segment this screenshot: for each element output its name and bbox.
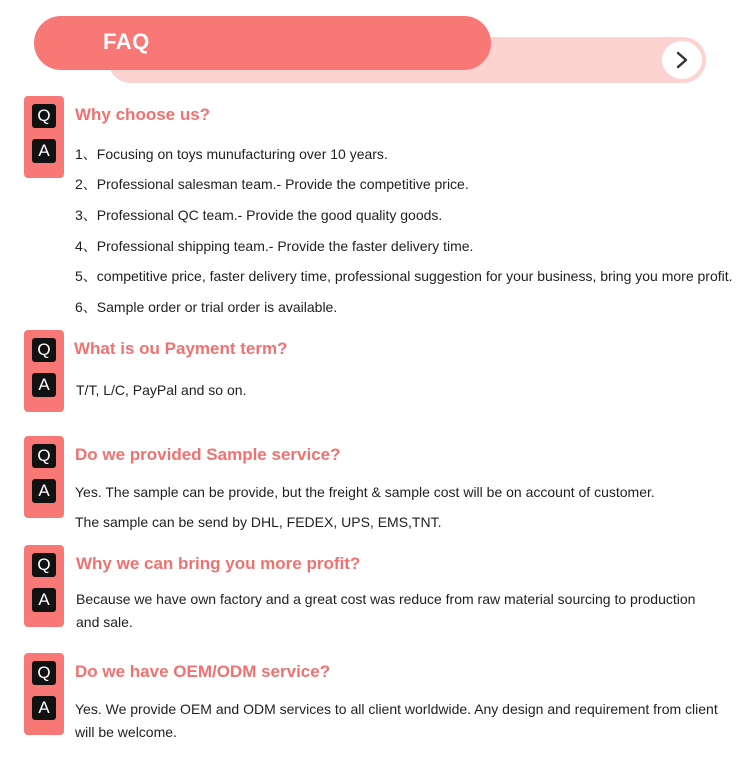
faq-answer-line: Yes. The sample can be provide, but the freight & sample cost will be on account of customer. — [75, 484, 655, 500]
faq-answer-line: 6、Sample order or trial order is available. — [75, 299, 338, 315]
qa-badge — [24, 545, 64, 627]
faq-question: What is ou Payment term? — [74, 339, 288, 358]
question-marker: Q — [32, 338, 56, 362]
faq-answer-line: 4、Professional shipping team.- Provide the faster delivery time. — [75, 238, 474, 254]
faq-question: Do we provided Sample service? — [75, 445, 341, 464]
qa-badge — [24, 436, 64, 518]
faq-answer-line: 3、Professional QC team.- Provide the good quality goods. — [75, 207, 443, 223]
faq-answer-line: 2、Professional salesman team.- Provide the competitive price. — [75, 176, 469, 192]
faq-answer-paragraph: Because we have own factory and a great cost was reduce from raw material sourcing to production and sale. — [76, 591, 696, 630]
question-marker: Q — [32, 104, 56, 128]
faq-answer-paragraph: Yes. We provide OEM and ODM services to all client worldwide. Any design and requirement from client will be welcome. — [75, 701, 718, 740]
question-marker: Q — [32, 553, 56, 577]
qa-badge — [24, 330, 64, 412]
answer-marker: A — [32, 373, 56, 397]
next-button[interactable] — [662, 41, 702, 79]
faq-question: Why we can bring you more profit? — [76, 554, 361, 573]
qa-badge — [24, 96, 64, 178]
answer-marker: A — [32, 479, 56, 503]
chevron-right-icon — [675, 51, 689, 69]
faq-answer-line: T/T, L/C, PayPal and so on. — [76, 382, 247, 398]
faq-answer-line: The sample can be send by DHL, FEDEX, UPS, EMS,TNT. — [75, 514, 442, 530]
answer-marker: A — [32, 696, 56, 720]
faq-answer-line: 1、Focusing on toys munufacturing over 10 years. — [75, 146, 388, 162]
page-title: FAQ — [103, 29, 150, 54]
answer-marker: A — [32, 588, 56, 612]
answer-marker: A — [32, 139, 56, 163]
faq-question: Do we have OEM/ODM service? — [75, 662, 331, 681]
qa-badge — [24, 653, 64, 735]
question-marker: Q — [32, 444, 56, 468]
faq-question: Why choose us? — [75, 105, 211, 124]
question-marker: Q — [32, 661, 56, 685]
faq-answer-line: 5、competitive price, faster delivery time, professional suggestion for your business, bring you more profit. — [75, 268, 733, 284]
